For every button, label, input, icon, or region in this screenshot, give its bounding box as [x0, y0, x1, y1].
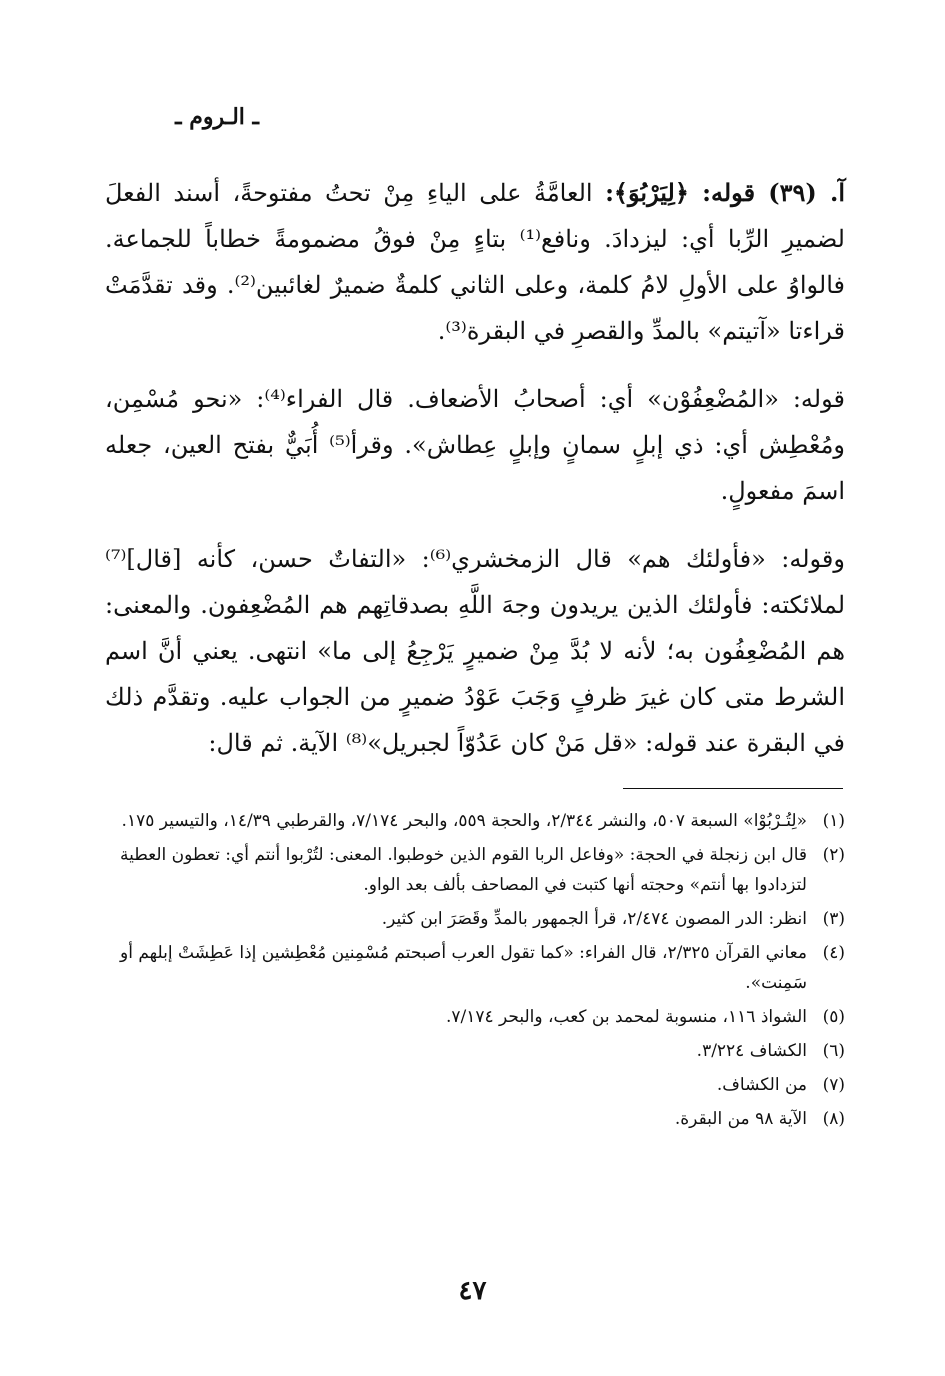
running-header: ـ الـروم ـ — [175, 104, 259, 130]
footnote-number: (١) — [822, 811, 845, 831]
footnote-2 — [105, 840, 845, 900]
main-text — [105, 170, 845, 788]
footnote-8 — [105, 1104, 845, 1134]
footnote-4 — [105, 938, 845, 998]
footnote-number: (٧) — [822, 1075, 845, 1095]
verse-commentary: العامَّةُ على الياءِ مِنْ تحتُ مفتوحةً، أسند الفعلَ لضميرِ الرِّبا أي: ليزدادَ. ونافع⁽¹⁾ بتاءٍ مِنْ فوقُ مضمومةً خطاباً للجماعة. فالواوُ على الأولِ لامُ كلمة، وعلى الثاني كلمةٌ ضميرٌ لغائبين⁽²⁾. وقد تقدَّمَتْ قراءتا «آتيتم» بالمدِّ والقصرِ في البقرة⁽³⁾. — [105, 179, 846, 345]
footnote-number: (٨) — [822, 1109, 845, 1129]
page-number: ٤٧ — [458, 1276, 487, 1306]
footnote-number: (٢) — [822, 845, 845, 865]
footnote-text: من الكشاف. — [716, 1075, 807, 1095]
footnote-text: الكشاف ٣/٢٢٤. — [696, 1041, 807, 1061]
verse-lead: آ. (٣٩) قوله: ﴿لِيَرْبُوَ﴾: — [605, 178, 846, 207]
footnote-number: (٦) — [822, 1041, 845, 1061]
paragraph-mudifun: قوله: «المُضْعِفُوْن» أي: أصحابُ الأضعاف. قال الفراء⁽⁴⁾: «نحو مُسْمِن، ومُعْطِش أي: ذي إبلٍ سمانٍ وإبلٍ عِطاش». وقرأ⁽⁵⁾ أُبَيٌّ بفتح العين، جعله اسمَ مفعولٍ. — [105, 385, 846, 505]
footnote-separator — [623, 788, 843, 789]
footnote-number: (٤) — [822, 943, 845, 963]
footnote-3 — [105, 904, 845, 934]
footnote-6 — [105, 1036, 845, 1066]
footnote-number: (٣) — [822, 909, 845, 929]
footnote-5 — [105, 1002, 845, 1032]
footnote-text: معاني القرآن ٢/٣٢٥، قال الفراء: «كما تقول العرب أصبحتم مُسْمِنين مُعْطِشين إذا عَطِشَتْ إبلهم أو سَمِنت». — [120, 943, 807, 993]
footnote-text: قال ابن زنجلة في الحجة: «وفاعل الربا القوم الذين خوطبوا. المعنى: لتُرْبوا أنتم أي: تعطون العطية لتزدادوا بها أنتم» وحجته أنها كتبت في المصاحف بألف بعد الواو. — [119, 845, 807, 895]
footnote-1 — [105, 806, 845, 836]
footnote-text: «لِتُـرْبُوْا» السبعة ٥٠٧، والنشر ٢/٣٤٤، والحجة ٥٥٩، والبحر ٧/١٧٤، والقرطبي ١٤/٣٩، والتيسير ١٧٥. — [121, 811, 807, 831]
footnote-text: الآية ٩٨ من البقرة. — [674, 1109, 807, 1129]
footnote-number: (٥) — [822, 1007, 845, 1027]
paragraph-verse-39 — [105, 170, 845, 354]
paragraph-zamakhshari: وقوله: «فأولئك هم» قال الزمخشري⁽⁶⁾: «التفاتٌ حسن، كأنه [قال]⁽⁷⁾ لملائكته: فأولئك الذين يريدون وجهَ اللَّهِ بصدقاتِهم هم المُضْعِفون. والمعنى: هم المُضْعِفُون به؛ لأنه لا بُدَّ مِنْ ضميرٍ يَرْجِعُ إلى ما» انتهى. يعني أنَّ اسم الشرط متى كان غيرَ ظرفٍ وَجَبَ عَوْدُ ضميرٍ من الجواب عليه. وتقدَّم ذلك في البقرة عند قوله: «قل مَنْ كان عَدُوّاً لجبريل»⁽⁸⁾ الآية. ثم قال: — [105, 545, 846, 757]
footnote-7 — [105, 1070, 845, 1100]
footnote-text: انظر: الدر المصون ٢/٤٧٤، قرأ الجمهور بالمدِّ وقَصَرَ ابن كثير. — [381, 909, 807, 929]
footnotes — [105, 806, 845, 1138]
footnote-text: الشواذ ١١٦، منسوبة لمحمد بن كعب، والبحر ٧/١٧٤. — [445, 1007, 807, 1027]
